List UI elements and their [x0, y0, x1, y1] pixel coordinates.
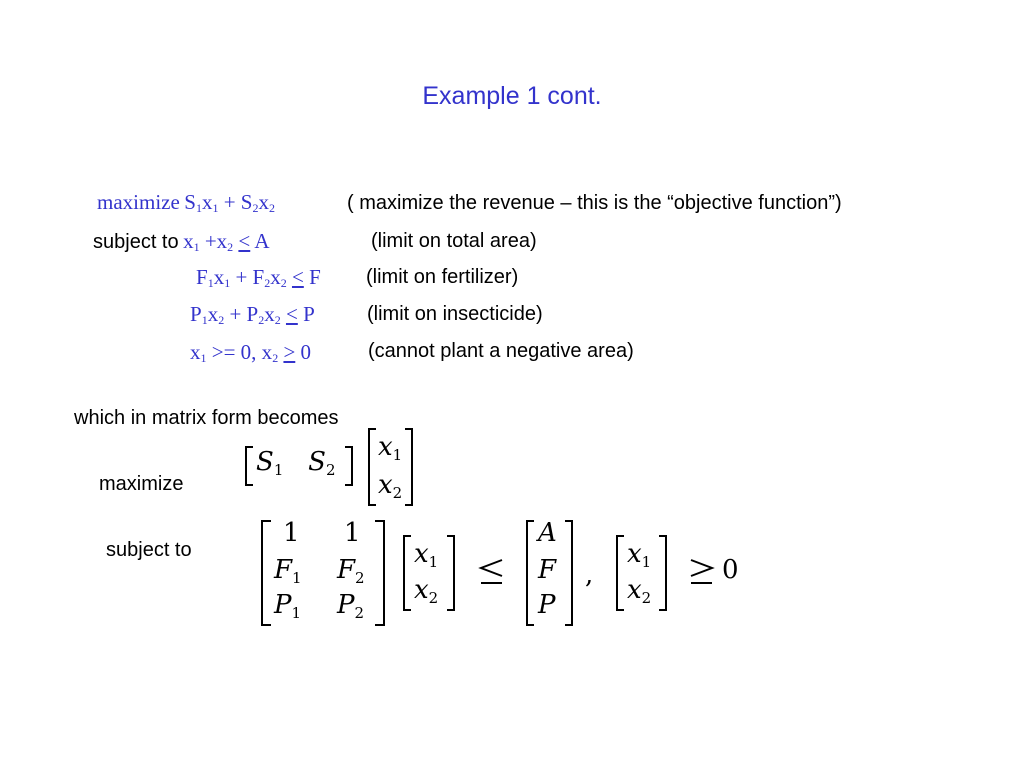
matrix-subject-to-label: subject to — [106, 539, 192, 561]
nonneg-vector-x2: x2 — [627, 575, 652, 607]
area-constraint-expression: $x_1 +x_2 < A$ — [183, 229, 270, 254]
coefficient-P2: $P_2$ — [337, 590, 365, 622]
nonnegativity-expression: $x_1 >= 0$, $x_2 > 0$ — [190, 340, 312, 365]
coefficient-P1: $P_1$ — [274, 590, 302, 622]
rhs-P: P — [538, 590, 556, 620]
matrix-maximize-label: maximize — [99, 473, 184, 495]
insecticide-constraint-comment: (limit on insecticide) — [367, 303, 543, 325]
nonneg-vector-bracket-right — [657, 535, 669, 611]
variable-vector-x1: x1 — [414, 539, 439, 571]
nonneg-vector-bracket-left — [614, 535, 626, 611]
insecticide-constraint-expression: $P_1x_2 + P_2x_2 < P$ — [190, 302, 315, 327]
fertilizer-constraint-comment: (limit on fertilizer) — [366, 266, 519, 288]
matrix-form-intro: which in matrix form becomes — [74, 407, 339, 429]
area-constraint-comment: (limit on total area) — [371, 230, 537, 252]
area-constraint-line — [93, 229, 270, 255]
coefficient-matrix-bracket-left — [259, 520, 273, 626]
objective-col-bracket-left — [366, 428, 378, 506]
objective-col-x2: x2 — [378, 470, 403, 502]
objective-expression: $S_1x_1 + S_2x_2$ — [184, 190, 275, 215]
objective-col-x1: x1 — [378, 432, 403, 464]
objective-verb: maximize — [97, 190, 180, 214]
objective-row-bracket-left — [243, 446, 255, 486]
rhs-vector-bracket-left — [524, 520, 536, 626]
coefficient-matrix-bracket-right — [373, 520, 387, 626]
objective-row-bracket-right — [343, 446, 355, 486]
coefficient-F1: $F_1$ — [274, 555, 302, 587]
objective-row-entries: $S_1$ $S_2$ — [256, 447, 336, 479]
coefficient-12: 1 — [344, 518, 361, 548]
rhs-vector-bracket-right — [563, 520, 575, 626]
objective-col-bracket-right — [403, 428, 415, 506]
nonnegativity-comment: (cannot plant a negative area) — [368, 340, 634, 362]
coefficient-11: 1 — [283, 518, 300, 548]
objective-comment: ( maximize the revenue – this is the “objective function”) — [347, 192, 842, 214]
subject-to-prefix: subject to — [93, 231, 179, 253]
slide-title: Example 1 cont. — [422, 82, 602, 110]
variable-vector-bracket-left — [401, 535, 413, 611]
rhs-A: A — [538, 518, 557, 548]
fertilizer-constraint-expression: $F_1x_1 + F_2x_2 < F$ — [196, 265, 321, 290]
coefficient-F2: $F_2$ — [337, 555, 365, 587]
rhs-F: F — [538, 555, 557, 585]
variable-vector-x2: x2 — [414, 575, 439, 607]
zero-bound: 0 — [722, 555, 739, 585]
greater-or-equal-sign — [688, 558, 714, 586]
variable-vector-bracket-right — [445, 535, 457, 611]
less-or-equal-sign — [478, 558, 504, 586]
matrix-comma: , — [585, 560, 594, 590]
nonneg-vector-x1: x1 — [627, 539, 652, 571]
objective-line — [97, 190, 275, 216]
